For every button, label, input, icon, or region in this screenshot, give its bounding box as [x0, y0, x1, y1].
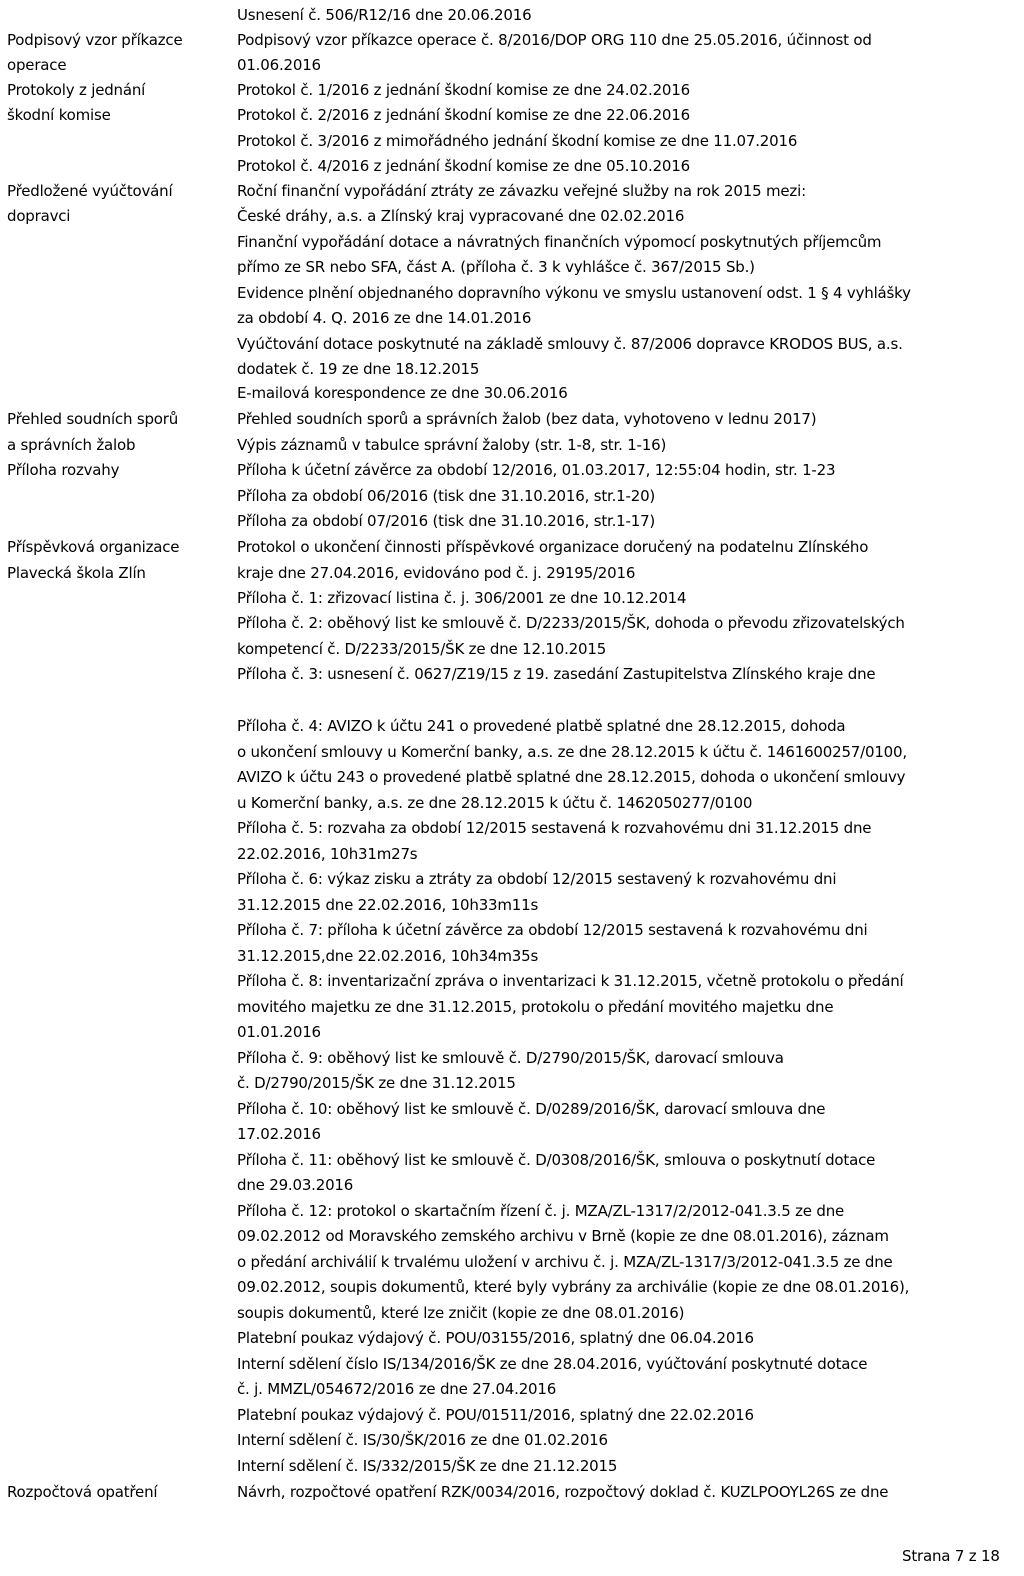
row-label: dopravci — [7, 207, 71, 225]
row-text-line: Příloha č. 1: zřizovací listina č. j. 306/2001 ze dne 10.12.2014 — [237, 589, 687, 607]
row-text-line: Interní sdělení č. IS/30/ŠK/2016 ze dne 01.02.2016 — [237, 1431, 608, 1449]
row-label: Rozpočtová opatření — [7, 1483, 158, 1501]
row-text-line: 22.02.2016, 10h31m27s — [237, 845, 418, 863]
row-label: a správních žalob — [7, 436, 136, 454]
row-text-line: o ukončení smlouvy u Komerční banky, a.s. ze dne 28.12.2015 k účtu č. 1461600257/0100, — [237, 743, 907, 761]
row-text-line: Přehled soudních sporů a správních žalob (bez data, vyhotoveno v lednu 2017) — [237, 410, 817, 428]
row-text-line: dne 29.03.2016 — [237, 1176, 354, 1194]
row-text-line: Příloha k účetní závěrce za období 12/2016, 01.03.2017, 12:55:04 hodin, str. 1-23 — [237, 461, 836, 479]
row-text-line: soupis dokumentů, které lze zničit (kopie ze dne 08.01.2016) — [237, 1304, 685, 1322]
row-text-line: přímo ze SR nebo SFA, část A. (příloha č. 3 k vyhlášce č. 367/2015 Sb.) — [237, 258, 755, 276]
row-text-line: Příloha č. 2: oběhový list ke smlouvě č. D/2233/2015/ŠK, dohoda o převodu zřizovatelských — [237, 614, 905, 632]
row-text-line: kompetencí č. D/2233/2015/ŠK ze dne 12.10.2015 — [237, 640, 607, 658]
row-text-line: Příloha č. 8: inventarizační zpráva o inventarizaci k 31.12.2015, včetně protokolu o předání — [237, 972, 904, 990]
row-text-line: Protokol č. 4/2016 z jednání škodní komise ze dne 05.10.2016 — [237, 157, 690, 175]
row-text-line: Příloha č. 6: výkaz zisku a ztráty za období 12/2015 sestavený k rozvahovému dni — [237, 870, 837, 888]
row-text-line: Evidence plnění objednaného dopravního výkonu ve smyslu ustanovení odst. 1 § 4 vyhlášky — [237, 284, 911, 302]
row-label: Příspěvková organizace — [7, 538, 180, 556]
row-text-line: E-mailová korespondence ze dne 30.06.2016 — [237, 384, 568, 402]
row-text-line: České dráhy, a.s. a Zlínský kraj vypracované dne 02.02.2016 — [237, 207, 685, 225]
row-text-line: o předání archiválií k trvalému uložení v archivu č. j. MZA/ZL-1317/3/2012-041.3.5 ze dne — [237, 1253, 893, 1271]
page-number: Strana 7 z 18 — [902, 1547, 1000, 1565]
row-text-line: Příloha č. 9: oběhový list ke smlouvě č. D/2790/2015/ŠK, darovací smlouva — [237, 1049, 784, 1067]
row-text-line: Příloha č. 12: protokol o skartačním řízení č. j. MZA/ZL-1317/2/2012-041.3.5 ze dne — [237, 1202, 845, 1220]
row-text-line: Roční finanční vypořádání ztráty ze závazku veřejné služby na rok 2015 mezi: — [237, 182, 806, 200]
row-text-line: Finanční vypořádání dotace a návratných finančních výpomocí poskytnutých příjemcům — [237, 233, 882, 251]
row-text-line: Protokol o ukončení činnosti příspěvkové organizace doručený na podatelnu Zlínského — [237, 538, 869, 556]
row-text-line: 31.12.2015 dne 22.02.2016, 10h33m11s — [237, 896, 539, 914]
row-text-line: Podpisový vzor příkazce operace č. 8/2016/DOP ORG 110 dne 25.05.2016, účinnost od — [237, 31, 872, 49]
row-text-line: u Komerční banky, a.s. ze dne 28.12.2015 k účtu č. 1462050277/0100 — [237, 794, 753, 812]
row-text-line: č. D/2790/2015/ŠK ze dne 31.12.2015 — [237, 1074, 516, 1092]
row-text-line: dodatek č. 19 ze dne 18.12.2015 — [237, 360, 480, 378]
row-label: škodní komise — [7, 106, 111, 124]
row-text-line: 01.01.2016 — [237, 1023, 321, 1041]
row-text-line: Návrh, rozpočtové opatření RZK/0034/2016, rozpočtový doklad č. KUZLPOOYL26S ze dne — [237, 1483, 889, 1501]
row-text-line: Příloha č. 4: AVIZO k účtu 241 o provedené platbě splatné dne 28.12.2015, dohoda — [237, 717, 846, 735]
row-text-line: Příloha č. 10: oběhový list ke smlouvě č. D/0289/2016/ŠK, darovací smlouva dne — [237, 1100, 826, 1118]
row-label: Protokoly z jednání — [7, 81, 146, 99]
row-text-line: Příloha č. 5: rozvaha za období 12/2015 sestavená k rozvahovému dni 31.12.2015 dne — [237, 819, 872, 837]
row-label: Příloha rozvahy — [7, 461, 120, 479]
row-text-line: č. j. MMZL/054672/2016 ze dne 27.04.2016 — [237, 1380, 557, 1398]
row-text-line: kraje dne 27.04.2016, evidováno pod č. j. 29195/2016 — [237, 564, 636, 582]
row-text-line: Příloha za období 07/2016 (tisk dne 31.10.2016, str.1-17) — [237, 512, 656, 530]
row-text-line: 17.02.2016 — [237, 1125, 321, 1143]
row-text-line: Příloha za období 06/2016 (tisk dne 31.10.2016, str.1-20) — [237, 487, 656, 505]
row-text-line: Příloha č. 11: oběhový list ke smlouvě č. D/0308/2016/ŠK, smlouva o poskytnutí dotace — [237, 1151, 876, 1169]
row-text-line: Protokol č. 1/2016 z jednání škodní komise ze dne 24.02.2016 — [237, 81, 690, 99]
row-label: operace — [7, 56, 67, 74]
row-text-line: Příloha č. 3: usnesení č. 0627/Z19/15 z 19. zasedání Zastupitelstva Zlínského kraje dne — [237, 665, 876, 683]
row-text-line: 01.06.2016 — [237, 56, 321, 74]
row-text-line: Výpis záznamů v tabulce správní žaloby (str. 1-8, str. 1-16) — [237, 436, 667, 454]
row-label: Plavecká škola Zlín — [7, 564, 146, 582]
row-text-line: Protokol č. 2/2016 z jednání škodní komise ze dne 22.06.2016 — [237, 106, 690, 124]
row-label: Podpisový vzor příkazce — [7, 31, 183, 49]
row-text-line: Vyúčtování dotace poskytnuté na základě smlouvy č. 87/2006 dopravce KRODOS BUS, a.s. — [237, 335, 903, 353]
row-text-line: Protokol č. 3/2016 z mimořádného jednání škodní komise ze dne 11.07.2016 — [237, 132, 798, 150]
row-label: Přehled soudních sporů — [7, 410, 179, 428]
row-text-line: Interní sdělení číslo IS/134/2016/ŠK ze dne 28.04.2016, vyúčtování poskytnuté dotace — [237, 1355, 868, 1373]
row-text-line: Interní sdělení č. IS/332/2015/ŠK ze dne 21.12.2015 — [237, 1457, 618, 1475]
row-text-line: Platební poukaz výdajový č. POU/01511/2016, splatný dne 22.02.2016 — [237, 1406, 754, 1424]
row-text-line: Platební poukaz výdajový č. POU/03155/2016, splatný dne 06.04.2016 — [237, 1329, 754, 1347]
row-text-line: movitého majetku ze dne 31.12.2015, protokolu o předání movitého majetku dne — [237, 998, 834, 1016]
row-text-line: 09.02.2012, soupis dokumentů, které byly vybrány za archiválie (kopie ze dne 08.01.2016), — [237, 1278, 910, 1296]
row-text-line: AVIZO k účtu 243 o provedené platbě splatné dne 28.12.2015, dohoda o ukončení smlouvy — [237, 768, 906, 786]
row-text-line: Usnesení č. 506/R12/16 dne 20.06.2016 — [237, 6, 532, 24]
row-text-line: 31.12.2015,dne 22.02.2016, 10h34m35s — [237, 947, 539, 965]
row-text-line: Příloha č. 7: příloha k účetní závěrce za období 12/2015 sestavená k rozvahovému dni — [237, 921, 868, 939]
row-text-line: za období 4. Q. 2016 ze dne 14.01.2016 — [237, 309, 532, 327]
row-text-line: 09.02.2012 od Moravského zemského archivu v Brně (kopie ze dne 08.01.2016), záznam — [237, 1227, 889, 1245]
row-label: Předložené vyúčtování — [7, 182, 173, 200]
